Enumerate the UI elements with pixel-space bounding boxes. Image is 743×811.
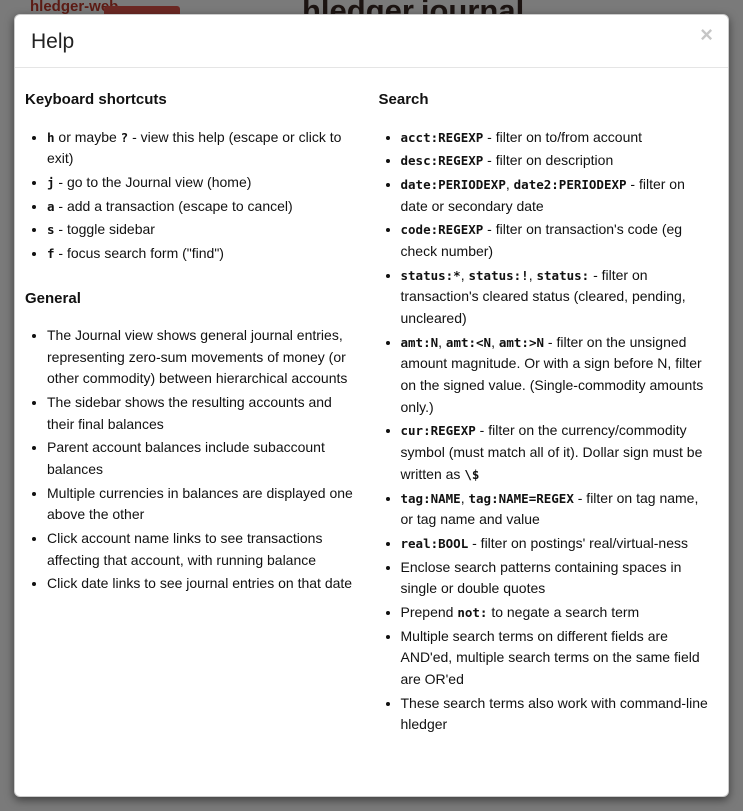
list-item: • code:REGEXP - filter on transaction's code (eg check number) bbox=[401, 219, 709, 262]
code-span: amt:<N bbox=[445, 334, 492, 350]
code-span: tag:NAME bbox=[400, 490, 461, 506]
code-span: code:REGEXP bbox=[400, 222, 484, 238]
code-span: s bbox=[47, 222, 55, 238]
list-item: • real:BOOL - filter on postings' real/virtual-ness bbox=[401, 533, 709, 555]
list-item: • Enclose search patterns containing spaces in single or double quotes bbox=[401, 557, 709, 600]
general-list bbox=[25, 325, 355, 595]
code-span: \$ bbox=[464, 466, 480, 482]
code-span: tag:NAME=REGEX bbox=[468, 490, 574, 506]
code-span: h bbox=[47, 129, 55, 145]
help-modal bbox=[14, 14, 729, 797]
close-icon[interactable]: × bbox=[700, 22, 713, 47]
list-item: • These search terms also work with command-line hledger bbox=[401, 693, 709, 736]
code-span: real:BOOL bbox=[400, 535, 469, 551]
code-span: a bbox=[47, 198, 55, 214]
list-item: • Multiple search terms on different fields are AND'ed, multiple search terms on the same field are OR'ed bbox=[401, 626, 709, 691]
list-item: • Click date links to see journal entries on that date bbox=[47, 573, 355, 595]
right-column bbox=[379, 82, 709, 758]
list-item: • Multiple currencies in balances are displayed one above the other bbox=[47, 483, 355, 526]
section-heading-keyboard-shortcuts: Keyboard shortcuts bbox=[25, 91, 167, 109]
code-span: f bbox=[47, 245, 55, 261]
list-item: • s - toggle sidebar bbox=[47, 219, 355, 241]
list-item: • Prepend not: to negate a search term bbox=[401, 602, 709, 624]
left-column bbox=[25, 82, 355, 758]
list-item: • The sidebar shows the resulting accounts and their final balances bbox=[47, 392, 355, 435]
code-span: desc:REGEXP bbox=[400, 153, 484, 169]
code-span: j bbox=[47, 174, 55, 190]
list-item: • desc:REGEXP - filter on description bbox=[401, 150, 709, 172]
modal-header bbox=[15, 15, 728, 68]
code-span: amt:N bbox=[400, 334, 439, 350]
list-item: • h or maybe ? - view this help (escape or click to exit) bbox=[47, 127, 355, 170]
list-item: • tag:NAME, tag:NAME=REGEX - filter on tag name, or tag name and value bbox=[401, 488, 709, 531]
list-item: • amt:N, amt:<N, amt:>N - filter on the unsigned amount magnitude. Or with a sign before N, filter on the signed value. (Single-commodity amounts only.) bbox=[401, 332, 709, 419]
code-span: acct:REGEXP bbox=[400, 129, 484, 145]
list-item: • acct:REGEXP - filter on to/from account bbox=[401, 127, 709, 149]
section-heading-search: Search bbox=[378, 91, 429, 109]
code-span: cur:REGEXP bbox=[400, 423, 476, 439]
code-span: status: bbox=[536, 267, 590, 283]
code-span: date2:PERIODEXP bbox=[513, 176, 627, 192]
modal-body bbox=[15, 68, 728, 768]
section-heading-general: General bbox=[25, 289, 81, 307]
code-span: ? bbox=[120, 129, 129, 145]
list-item: • a - add a transaction (escape to cancel) bbox=[47, 196, 355, 218]
list-item: • The Journal view shows general journal entries, representing zero-sum movements of money (or other commodity) between hierarchical accounts bbox=[47, 325, 355, 390]
list-item: • j - go to the Journal view (home) bbox=[47, 172, 355, 194]
code-span: date:PERIODEXP bbox=[400, 176, 506, 192]
modal-title: Help bbox=[31, 30, 75, 53]
list-item: • Click account name links to see transactions affecting that account, with running balance bbox=[47, 528, 355, 571]
list-item: • f - focus search form ("find") bbox=[47, 243, 355, 265]
list-item: • status:*, status:!, status: - filter on transaction's cleared status (cleared, pending, uncleared) bbox=[401, 265, 709, 330]
list-item: • cur:REGEXP - filter on the currency/commodity symbol (must match all of it). Dollar sign must be written as \$ bbox=[401, 420, 709, 485]
code-span: not: bbox=[457, 604, 488, 620]
code-span: amt:>N bbox=[498, 334, 545, 350]
list-item: • Parent account balances include subaccount balances bbox=[47, 437, 355, 480]
list-item: • date:PERIODEXP, date2:PERIODEXP - filter on date or secondary date bbox=[401, 174, 709, 217]
keyboard-shortcuts-list bbox=[25, 127, 355, 265]
search-list bbox=[379, 127, 709, 737]
code-span: status:* bbox=[400, 267, 461, 283]
code-span: status:! bbox=[468, 267, 529, 283]
